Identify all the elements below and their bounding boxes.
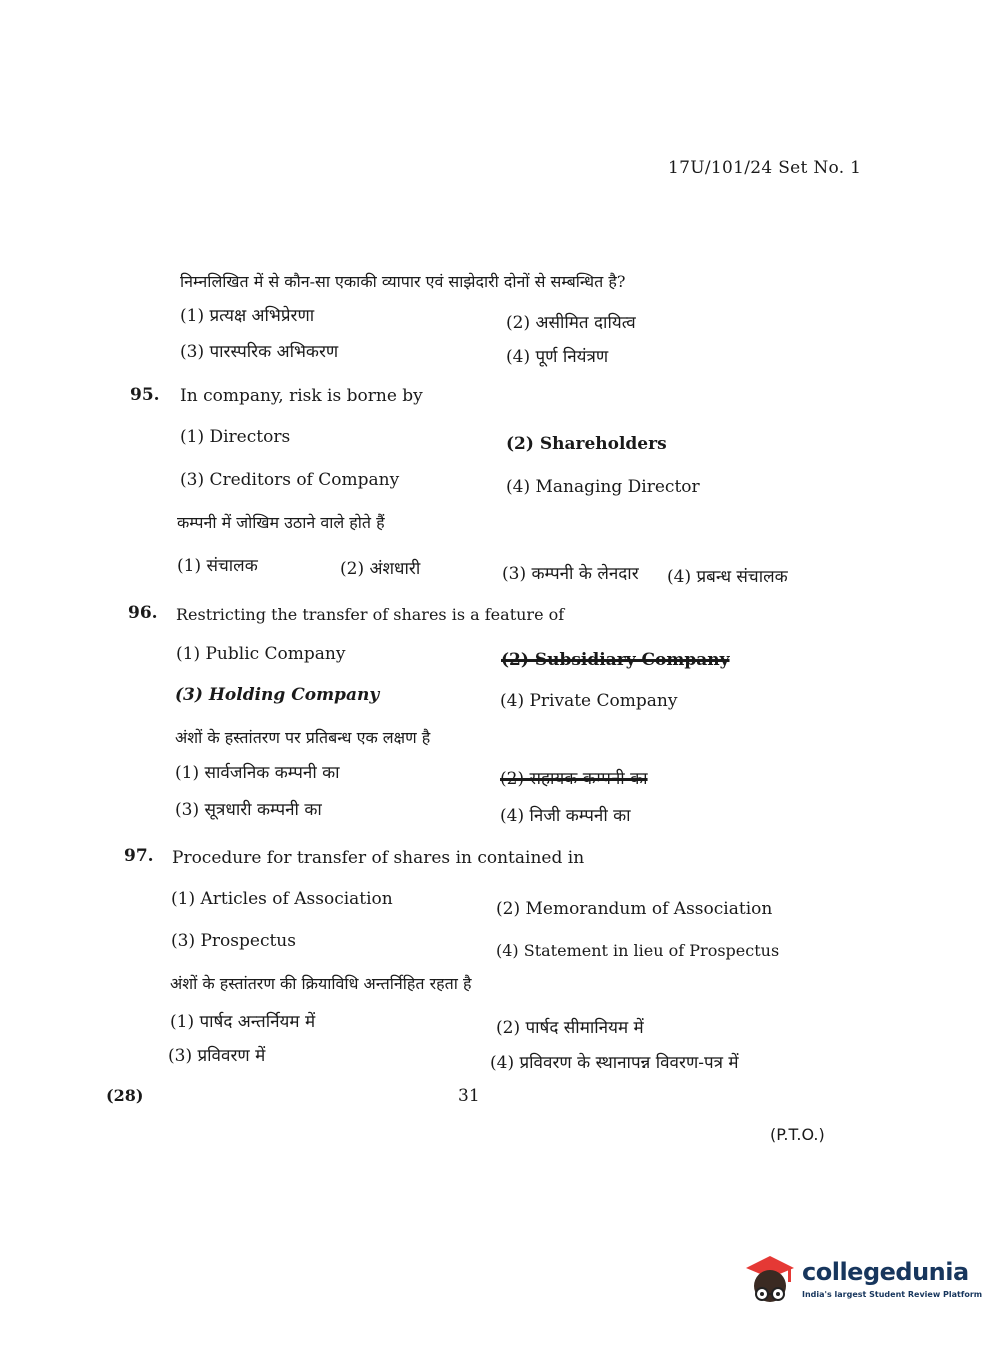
q96-en-option-3: (3) Holding Company — [175, 685, 380, 705]
q95-en-option-1: (1) Directors — [180, 427, 291, 447]
q95-hi-option-2: (2) अंशधारी — [340, 559, 421, 579]
brand-name: collegedunia — [802, 1258, 969, 1286]
q95-hi-option-1: (1) संचालक — [177, 556, 258, 576]
q95-en-option-3: (3) Creditors of Company — [180, 470, 400, 490]
q97-hindi-text: अंशों के हस्तांतरण की क्रियाविधि अन्तर्निहित रहता है — [170, 974, 472, 993]
page-number: 31 — [458, 1086, 480, 1106]
q95-english-text: In company, risk is borne by — [180, 386, 423, 406]
q96-en-option-4: (4) Private Company — [500, 691, 678, 711]
q94-option-4: (4) पूर्ण नियंत्रण — [506, 347, 609, 367]
collegedunia-watermark — [742, 1250, 983, 1310]
q94-option-3: (3) पारस्परिक अभिकरण — [180, 342, 339, 362]
q96-hi-option-3: (3) सूत्रधारी कम्पनी का — [175, 800, 322, 820]
set-code: 17U/101/24 Set No. 1 — [668, 158, 862, 178]
brand-tagline: India's largest Student Review Platform — [802, 1290, 983, 1299]
q95-number: 95. — [130, 385, 160, 405]
q97-number: 97. — [124, 846, 154, 866]
q96-number: 96. — [128, 603, 158, 623]
q95-hi-option-4: (4) प्रबन्ध संचालक — [667, 567, 788, 587]
q97-en-option-1: (1) Articles of Association — [171, 889, 393, 909]
q97-hi-option-1: (1) पार्षद अन्तर्नियम में — [170, 1012, 316, 1032]
q96-hi-option-2: (2) सहायक कम्पनी का — [500, 769, 648, 789]
q96-en-option-2: (2) Subsidiary Company — [501, 650, 730, 670]
q97-hi-option-4: (4) प्रविवरण के स्थानापन्न विवरण-पत्र में — [490, 1053, 739, 1073]
q96-english-text: Restricting the transfer of shares is a feature of — [176, 605, 565, 624]
q97-english-text: Procedure for transfer of shares in contained in — [172, 848, 585, 868]
q97-hi-option-2: (2) पार्षद सीमानियम में — [496, 1018, 644, 1038]
q94-hindi-text: निम्नलिखित में से कौन-सा एकाकी व्यापार एवं साझेदारी दोनों से सम्बन्धित है? — [180, 272, 626, 291]
q97-en-option-2: (2) Memorandum of Association — [496, 899, 773, 919]
q96-hi-option-1: (1) सार्वजनिक कम्पनी का — [175, 763, 340, 783]
page-code: (28) — [106, 1086, 144, 1105]
q97-hi-option-3: (3) प्रविवरण में — [168, 1046, 266, 1066]
q97-en-option-3: (3) Prospectus — [171, 931, 296, 951]
mascot-icon — [742, 1250, 798, 1310]
pto-label: (P.T.O.) — [770, 1125, 825, 1144]
q95-hi-option-3: (3) कम्पनी के लेनदार — [502, 564, 639, 584]
q95-hindi-text: कम्पनी में जोखिम उठाने वाले होते हैं — [177, 513, 385, 532]
q97-en-option-4: (4) Statement in lieu of Prospectus — [496, 941, 780, 960]
q94-option-1: (1) प्रत्यक्ष अभिप्रेरणा — [180, 306, 315, 326]
q96-hi-option-4: (4) निजी कम्पनी का — [500, 806, 631, 826]
q96-en-option-1: (1) Public Company — [176, 644, 346, 664]
q95-en-option-4: (4) Managing Director — [506, 477, 700, 497]
q94-option-2: (2) असीमित दायित्व — [506, 313, 636, 333]
q95-en-option-2: (2) Shareholders — [506, 434, 667, 454]
q96-hindi-text: अंशों के हस्तांतरण पर प्रतिबन्ध एक लक्षण है — [175, 728, 431, 747]
